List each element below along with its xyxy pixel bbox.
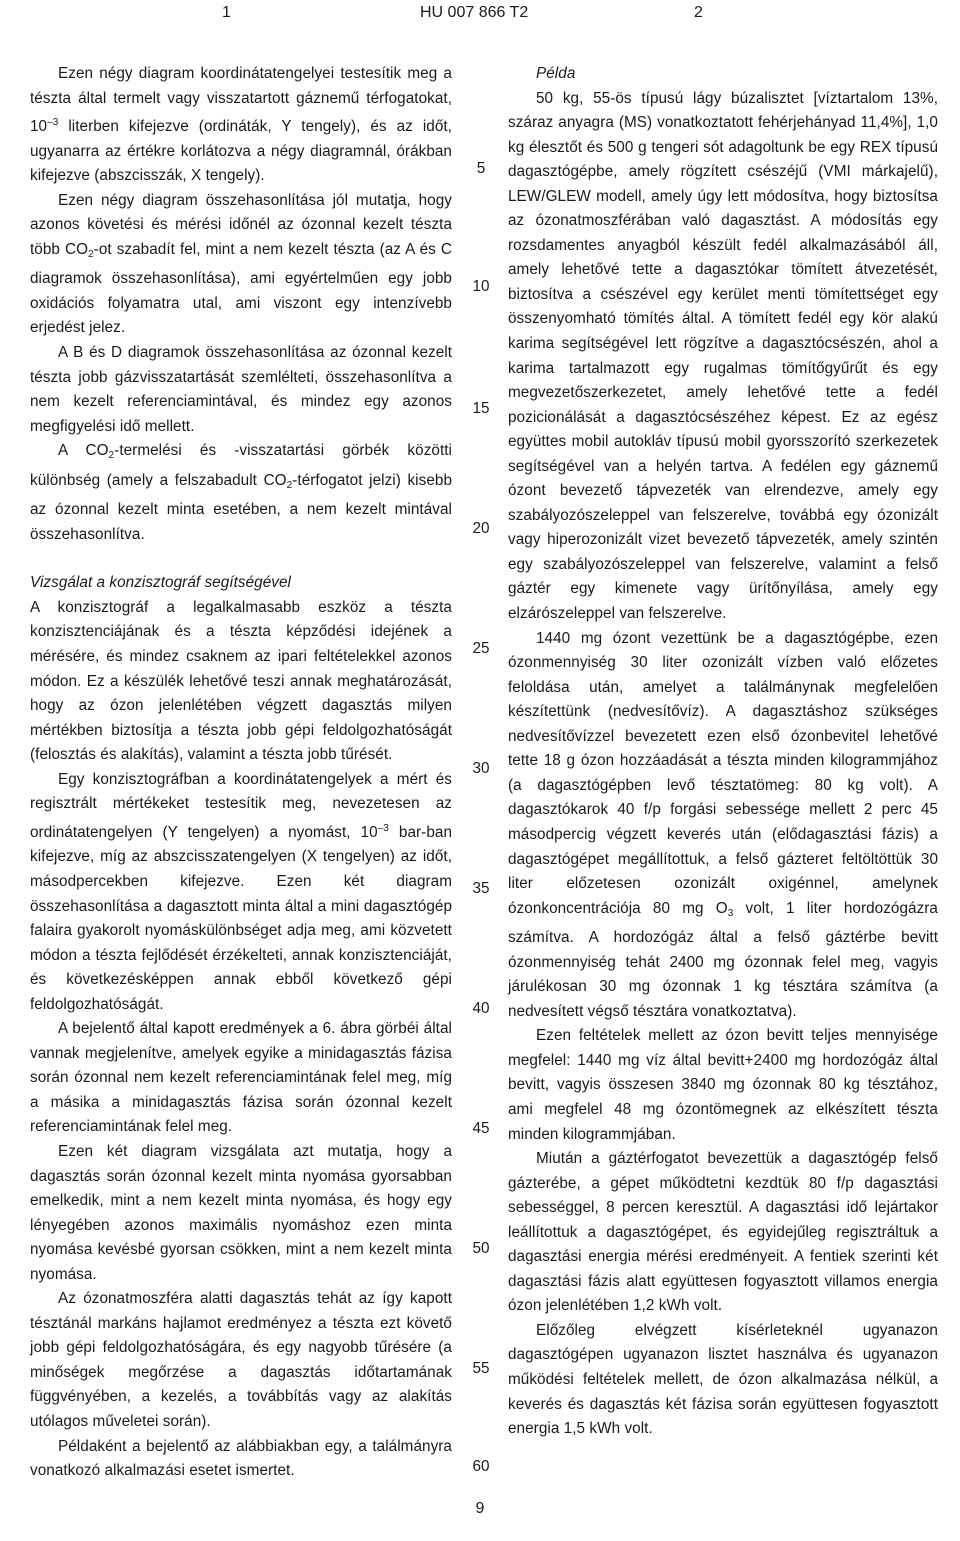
line-number: 55	[472, 1360, 490, 1377]
right-column	[508, 62, 938, 1442]
paragraph: A konzisztográf a legalkalmasabb eszköz a tészta konzisztenciájának és a tészta képződési idejének a mérésére, és mindez csaknem az ipari feltételekkel azonos módon. Ez a készülék lehetővé teszi annak meghatározását, hogy az ózon jelenlétében végzett dagasztás milyen mértékben biztosítja a tészta jobb gépi feldolgozhatóságát (felosztás és alakítás), valamint a tészta jobb tűrését.	[30, 598, 452, 764]
paragraph: Előzőleg elvégzett kísérleteknél ugyanazon dagasztógépen ugyanazon lisztet használva és ugyanazon működési feltételek mellett, de ózon alkalmazása nélkül, a keverés és dagasztás két fázisa során együttesen fogyasztott energia 1,5 kWh volt.	[508, 1321, 938, 1438]
paragraph: 50 kg, 55-ös típusú lágy búzalisztet [víztartalom 13%, száraz anyagra (MS) vonatkoztatott fehérjehányad 11,4%], 1,0 kg élesztőt és 500 g tengeri sót adagoltunk be egy REX típusú dagasztógépbe, amely rögzített csészéjű (VMI márkajelű), LEW/GLEW modell, amely úgy lett módosítva, hogy biztosítsa az ózonatmoszférában való dagasztást. A módosítás egy rozsdamentes anyagból készült fedél alkalmazásából áll, amely lehetővé tette a dagasztókar tömített átvezetését, biztosítva a csészével egy kerület menti tömítettséget egy összenyomható tömítés által. A tömített fedél egy kör alakú karima segítségével lett rögzítve a dagasztócsészén, ahol a karima tartalmazott egy rugalmas tömítőgyűrűt és egy megvezetőszerkezetet, amely lehetővé tette a fedél pozicionálását a dagasztócsészéhez képest. Ez az egész együttes mobil autokláv típusú mobil gyorsszorító szerkezetek segítségével van a helyén tartva. A fedélen egy gáznemű ózont bevezető tápvezeték van elrendezve, amely egy szabályozószeleppel van felszerelve, továbbá egy ózonizált vagy hiperozonizált vizet bevezető tápvezeték, amely szintén egy szabályozószeleppel van felszerelve, valamint a felső gáztér egy kimenete vagy ürítőnyílása, amely egy elzárószeleppel van felszerelve.	[508, 89, 938, 623]
paragraph: A B és D diagramok összehasonlítása az ózonnal kezelt tészta jobb gázvisszatartását szemlélteti, összehasonlítva a nem kezelt referenciamintával, és mindez egy azonos megfigyelési idő mellett.	[30, 344, 452, 435]
line-number: 50	[472, 1240, 490, 1257]
left-column	[30, 62, 452, 1484]
section-title: Vizsgálat a konzisztográf segítségével	[30, 574, 291, 592]
line-number: 15	[472, 400, 490, 417]
paragraph: Miután a gáztérfogatot bevezettük a dagasztógép felső gázterébe, a gépet működtetni kezdtük 80 f/p dagasztási sebességgel, 8 percen keresztül. A dagasztási idő lejártakor leállítottuk a dagasztógépet, és egyidejűleg regisztráltuk a dagasztási energia mérési eredményeit. A fentiek szerinti két dagasztási fázis alatt együttesen fogyasztott villamos energia ózon jelenlétében 1,2 kWh volt.	[508, 1150, 938, 1315]
paragraph: 1440 mg ózont vezettünk be a dagasztógépbe, ezen ózonmennyiség 30 liter ozonizált vízben való előzetes feloldása után, amelyet a találmánynak megfelelően készítettünk (nedvesítővíz). A dagasztáshoz szükséges nedvesítővízzel bevezetett ezen első ózonbevitel lehetővé tette 18 g ózon hozzáadását a tészta minden kilogrammjához (a dagasztógépben levő tésztatömeg: 80 kg volt). A dagasztókarok 40 f/p forgási sebessége mellett 2 perc 45 másodpercig végzett keverés után (elődagasztási fázis) a dagasztógépet megállítottuk, a felső gázteret feltöltöttük 30 liter előzetesen ozonizált oxigénnel, amelynek ózonkoncentrációja 80 mg $O_3$ volt, 1 liter hordozógázra számítva. A hordozógáz által a felső gáztérbe bevitt ózonmennyiség tehát 2400 mg ózonnak felel meg, vagyis járulékosan 30 mg ózonnak 1 kg tésztára számítva (a nedvesített végső tésztára vonatkoztatva).	[508, 629, 938, 1020]
paragraph: Ezen két diagram vizsgálata azt mutatja, hogy a dagasztás során ózonnal kezelt minta nyomása gyorsabban emelkedik, mint a nem kezelt minta nyomása, és hogy egy lényegében azonos maximális nyomáshoz ezen minta nyomása kevésbé gyorsan csökken, mint a nem kezelt minta nyomása.	[30, 1142, 452, 1283]
line-number: 25	[472, 640, 490, 657]
line-number: 35	[472, 880, 490, 897]
right-page-number: 2	[694, 4, 703, 21]
line-number: 60	[472, 1458, 490, 1475]
paragraph: Az ózonatmoszféra alatti dagasztás tehát az így kapott tésztánál markáns hajlamot eredményez a tészta ezt követő jobb gépi feldolgozhatóságára, és egy nagyobb tűrésére (a minőségek megőrzése a dagasztás időtartamának függvényében, a kezelés, a továbbítás vagy az alakítás utólagos műveletei során).	[30, 1290, 452, 1430]
subscript: 2	[88, 248, 94, 260]
line-number: 40	[472, 1000, 490, 1017]
paragraph: A bejelentő által kapott eredmények a 6. ábra görbéi által vannak megjelenítve, amelyek egyike a minidagasztás fázisa során ózonnal nem kezelt referenciamintának felel meg, míg a másika a minidagasztás fázisa során ózonnal kezelt referenciamintának felel meg.	[30, 1020, 452, 1136]
subscript: 3	[727, 907, 734, 919]
paragraph: Ezen négy diagram koordinátatengelyei testesítik meg a tészta által termelt vagy visszatartott gáznemű térfogatokat, $10^{-3}$ literben kifejezve (ordináták, Y tengely), és az időt, ugyanarra az értékre korlátozva a négy diagramnál, órákban kifejezve (abszcisszák, X tengely).	[30, 65, 452, 185]
exponent: –3	[47, 117, 59, 129]
page-header	[0, 4, 960, 28]
paragraph: Egy konzisztográfban a koordinátatengelyek a mért és regisztrált mértékeket testesítik meg, nevezetesen az ordinátatengelyen (Y tengelyen) a nyomást, $10^{-3}$ bar-ban kifejezve, míg az abszcisszatengelyen (X tengelyen) az időt, másodpercekben kifejezve. Ezen két diagram összehasonlítása a dagasztott minta által a mini dagasztógép falaira gyakorolt nyomáskülönbséget adja meg, ami közvetett módon a tészta fejlődését érzékelteti, annak konzisztenciáját, és következésképpen annak ebből következő gépi feldolgozhatóságát.	[30, 770, 452, 1013]
page-footer	[0, 1500, 960, 1518]
line-number: 20	[472, 520, 490, 537]
line-number: 5	[476, 160, 486, 177]
document-id: HU 007 866 T2	[420, 4, 529, 21]
paragraph: Ezen négy diagram összehasonlítása jól mutatja, hogy azonos követési és mérési időnél az ózonnal kezelt tészta több $CO_2-ot$ szabadít fel, mint a nem kezelt tészta (az A és C diagramok összehasonlítása), ami egyértelműen egy jobb oxidációs folyamatra utal, ami viszont egy intenzívebb erjedést jelez.	[30, 191, 452, 337]
line-number: 10	[472, 278, 490, 295]
paragraph: A $CO_2$-termelési és -visszatartási görbék közötti különbség (amely a felszabadult $CO_2$-térfogatot jelzi) kisebb az ózonnal kezelt minta esetében, a nem kezelt mintával összehasonlítva.	[30, 442, 453, 543]
line-number: 30	[472, 760, 490, 777]
left-page-number: 1	[222, 4, 231, 21]
line-number: 45	[472, 1120, 490, 1137]
paragraph: Példaként a bejelentő az alábbiakban egy, a találmányra vonatkozó alkalmazási esetet ismertet.	[30, 1437, 452, 1480]
example-title: Példa	[536, 65, 576, 82]
paragraph: Ezen feltételek mellett az ózon bevitt teljes mennyisége megfelel: 1440 mg víz által bevitt+2400 mg hordozógáz által bevitt, vagyis összesen 3840 mg ózonnak 80 kg tésztához, ami megfelel 48 mg ózontömegnek az elkészített tészta minden kilogrammjában.	[508, 1027, 938, 1143]
page-number: 9	[475, 1500, 485, 1517]
